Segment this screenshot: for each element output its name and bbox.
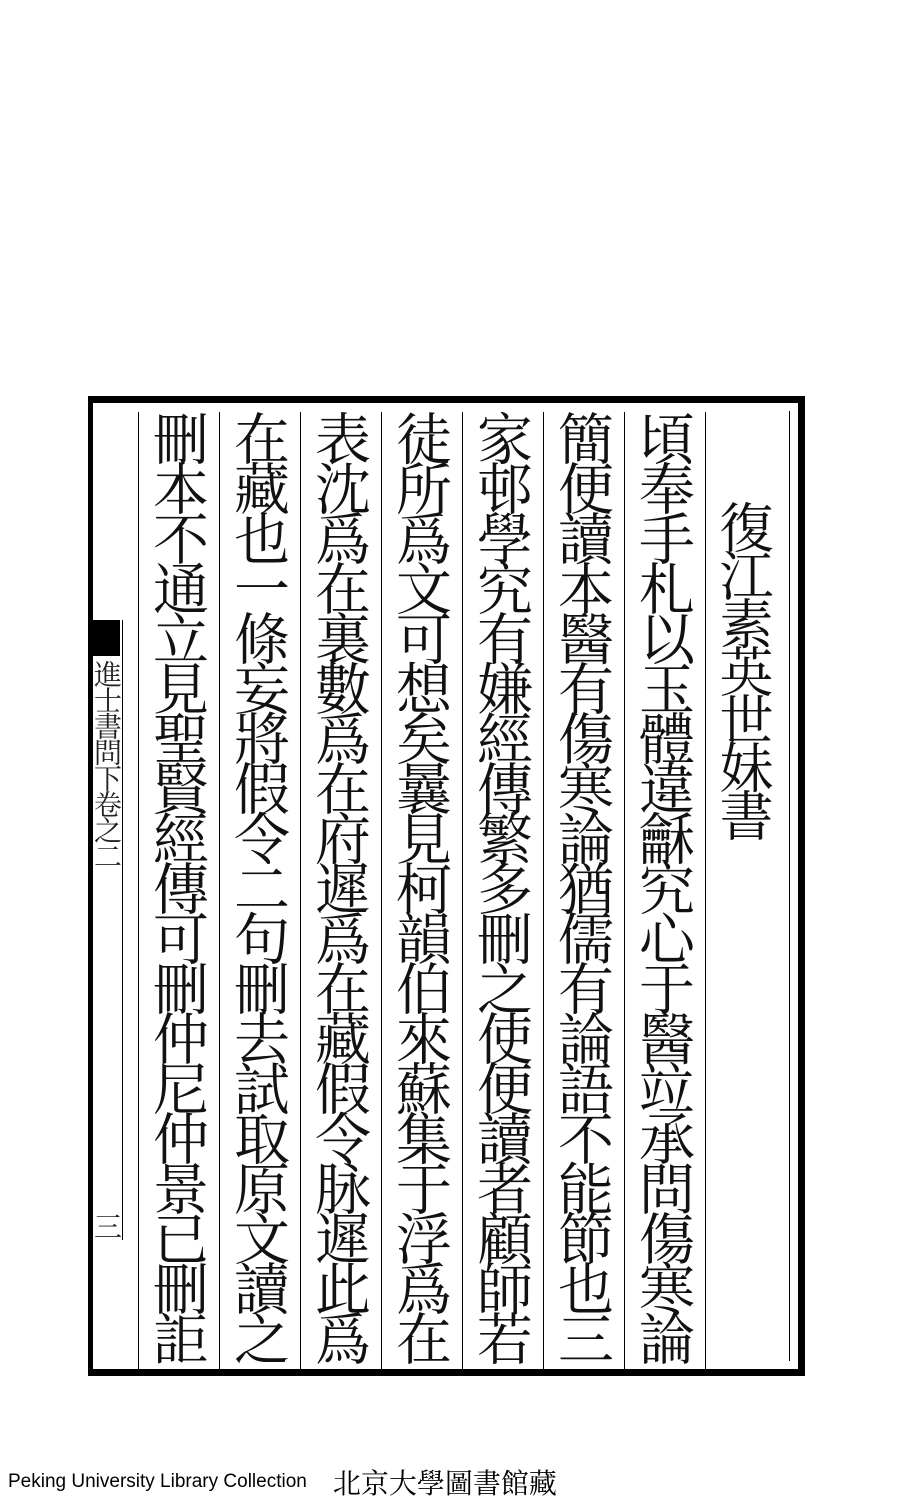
text-column: 徒所爲文可想矣曩見柯韻伯來蘇集于浮爲在	[387, 410, 452, 1360]
collection-footer	[8, 1458, 557, 1506]
inner-border-rule	[789, 411, 790, 1361]
book-spine-margin	[90, 620, 123, 1240]
spine-title: 進士書問下卷之二	[90, 660, 123, 868]
text-column: 在藏也一條妄將假令二句刪去試取原文讀之	[225, 410, 290, 1360]
fishtail-mark	[90, 620, 120, 656]
column-rule	[462, 412, 463, 1370]
collection-label-cn: 北京大學圖書館藏	[332, 1467, 557, 1500]
column-rule	[624, 412, 625, 1370]
column-rule	[219, 412, 220, 1370]
text-column: 頃奉手札以玉體違龢究心于醫竝承問傷寒論	[630, 410, 695, 1360]
text-column: 家邨學究有嫌經傳繁多刪之使便讀者顧師若	[468, 410, 533, 1360]
column-rule	[543, 412, 544, 1370]
letter-title: 復江素英世妹書	[711, 500, 774, 836]
text-column: 表沈爲在裏數爲在府遲爲在藏假令脉遲此爲	[306, 410, 371, 1360]
text-column: 刪本不通立見聖賢經傳可刪仲尼仲景已刪詎	[144, 410, 209, 1360]
column-rule	[300, 412, 301, 1370]
collection-label-en: Peking University Library Collection	[8, 1471, 307, 1492]
column-rule	[381, 412, 382, 1370]
column-rule	[138, 412, 139, 1370]
column-rule	[705, 412, 706, 1370]
text-column: 簡便讀本醫有傷寒論猶儒有論語不能節也三	[549, 410, 614, 1360]
spine-page-number: 三	[90, 1212, 123, 1240]
